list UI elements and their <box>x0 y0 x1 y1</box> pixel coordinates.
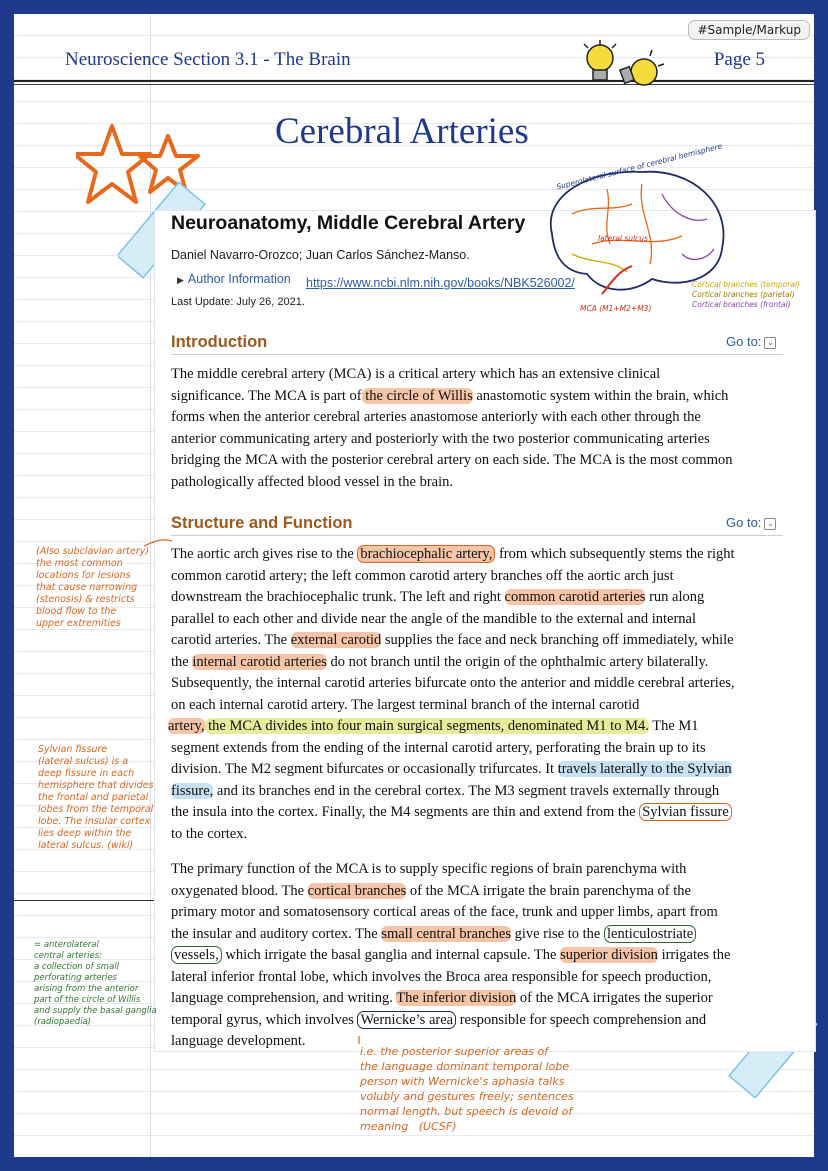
note-wernicke: i.e. the posterior superior areas of the language dominant temporal lobe person with Wernicke's aphasia talks volubly and gestures freely; sentences normal length, but speech is devoid of meaning (UCSF) <box>360 1045 574 1133</box>
section-header: Neuroscience Section 3.1 - The Brain <box>65 49 351 70</box>
triangle-right-icon: ▶ <box>177 275 184 285</box>
brain-surface-label: Superolateral surface of cerebral hemisphere <box>555 141 724 192</box>
intro-paragraph: The middle cerebral artery (MCA) is a critical artery which has an extensive clinical significance. The MCA is part of the circle of Willis anastomotic system within the brain, which forms when the anterior cerebral arteries anastomose anteriorly with each other through the anterior communicating artery and posteriorly with the two posterior communicating arteries bridging the MCA with the posterior cerebral artery on each side. The MCA is the most common pathologically affected blood vessel in the brain. <box>171 366 733 490</box>
article-title: Neuroanatomy, Middle Cerebral Artery <box>171 212 526 234</box>
article-authors: Daniel Navarro-Orozco; Juan Carlos Sánchez-Manso. <box>171 248 470 262</box>
chevron-down-icon: ⌄ <box>764 337 776 349</box>
circled-sylvian-fissure: Sylvian fissure <box>639 803 732 821</box>
function-paragraph: The primary function of the MCA is to supply specific regions of brain parenchyma with oxygenated blood. The cortical branches of the MCA irrigate the brain parenchyma of the primary motor and somatosensory cortical areas of the face, trunk and upper limbs, apart from the insular and auditory cortex. The small central branches give rise to the lenticulostriate vessels, which irrigate the basal ganglia and internal capsule. The superior division irrigates the lateral inferior frontal lobe, which involves the Broca area responsible for speech production, language comprehension, and writing. The inferior division of the MCA irrigates the superior temporal gyrus, which involves Wernicke’s area responsible for speech comprehension and language development. <box>171 861 731 1049</box>
article-url-link[interactable]: https://www.ncbi.nlm.nih.gov/books/NBK526002/ <box>306 276 575 290</box>
brain-sulcus-label: lateral sulcus <box>598 234 648 243</box>
chevron-down-icon: ⌄ <box>764 518 776 530</box>
structure-paragraph: The aortic arch gives rise to the brachiocephalic artery, from which subsequently stems the right common carotid artery; the left common carotid artery branches off the aortic arch just downstream the brachiocephalic trunk. The left and right common carotid arteries run along parallel to each other and divide near the angle of the mandible to the external and internal carotid arteries. The external carotid supplies the face and neck branching off immediately, while the internal carotid arteries do not branch until the origin of the ophthalmic artery bilaterally. Subsequently, the internal carotid arteries bifurcate onto the anterior and middle cerebral arteries, on each internal carotid artery. The largest terminal branch of the internal carotid artery, the MCA divides into four main surgical segments, denominated M1 to M4. The M1 segment extends from the ending of the internal carotid artery, perforating the brain up to its division. The M2 segment bifurcates or occasionally trifurcates. It travels laterally to the Sylvian fissure, and its branches end in the cerebral cortex. The M3 segment travels externally through the insula into the cortex. Finally, the M4 segments are thin and extend from the Sylvian fissure to the cortex. <box>168 546 735 842</box>
goto-label: Go to: <box>726 515 762 530</box>
note-anterolateral: = anterolateral central arteries: a collection of small perforating arteries arising from the anterior part of the circle of Willis and supply the basal ganglia (radiopaedia) <box>34 940 157 1027</box>
structure-heading: Structure and Function <box>171 514 353 532</box>
circled-wernicke-area: Wernicke’s area <box>357 1011 456 1029</box>
note-sylvian-fissure: Sylvian fissure (lateral sulcus) is a deep fissure in each hemisphere that divides the frontal and parietal lobes from the temporal lobe. The insular cortex lies deep within the lateral sulcus. (wiki) <box>38 744 154 851</box>
brain-temporal-label: Cortical branches (temporal) <box>692 280 800 289</box>
brain-frontal-label: Cortical branches (frontal) <box>692 300 791 309</box>
sample-markup-tag[interactable]: #Sample/Markup <box>688 20 810 40</box>
introduction-heading: Introduction <box>171 333 268 351</box>
author-information-label: Author Information <box>187 272 291 286</box>
goto-label: Go to: <box>726 334 762 349</box>
note-subclavian: (Also subclavian artery) the most common locations for lesions that cause narrowing (stenosis) & restricts blood flow to the upper extremities <box>36 546 149 629</box>
brain-mca-label: MCA (M1+M2+M3) <box>580 304 652 313</box>
last-update: Last Update: July 26, 2021. <box>171 296 305 308</box>
page-number: Page 5 <box>713 49 765 70</box>
brain-parietal-label: Cortical branches (parietal) <box>692 290 795 299</box>
highlight-circle-of-willis: the circle of Willis <box>361 387 473 404</box>
notebook-page <box>14 14 814 1157</box>
highlight-brachiocephalic: brachiocephalic artery, <box>357 545 495 563</box>
page-title: Cerebral Arteries <box>275 111 529 152</box>
annotation-connectors <box>14 14 814 1157</box>
